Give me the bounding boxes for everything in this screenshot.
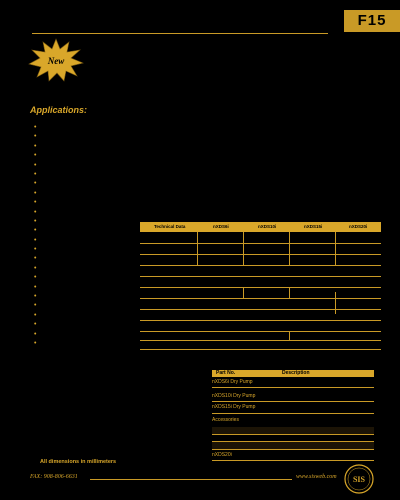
application-bullet: • <box>34 189 37 197</box>
application-bullet: • <box>34 264 37 272</box>
application-bullet: • <box>34 246 37 254</box>
row-divider <box>212 387 374 388</box>
application-bullet: • <box>34 161 37 169</box>
application-bullet: • <box>34 142 37 150</box>
fax-number: FAX: 908-806-6631 <box>30 474 78 480</box>
table-column-divider <box>289 332 290 340</box>
application-bullet: • <box>34 321 37 329</box>
tech-header-nxds10i: nXDS10i <box>258 224 277 229</box>
tech-header-nxds6i: nXDS6i <box>213 224 229 229</box>
application-bullet: • <box>34 255 37 263</box>
application-bullet: • <box>34 180 37 188</box>
table-column-divider <box>243 232 244 266</box>
table-column-divider <box>289 287 290 299</box>
part-no-header: Part No. <box>216 370 236 376</box>
row-divider <box>212 460 374 461</box>
table-row-divider <box>140 331 381 332</box>
table-column-divider <box>197 232 198 266</box>
table-row-divider <box>140 309 381 310</box>
application-bullet: • <box>34 227 37 235</box>
page-number: F15 <box>357 12 387 29</box>
ordering-row: nXDS10i Dry Pump <box>212 393 256 399</box>
row-divider <box>212 413 374 414</box>
table-row-divider <box>140 320 381 321</box>
description-header: Description <box>282 370 310 376</box>
application-bullet: • <box>34 283 37 291</box>
table-column-divider <box>335 292 336 314</box>
sis-logo <box>344 464 374 494</box>
application-bullet: • <box>34 330 37 338</box>
application-bullet: • <box>34 124 37 131</box>
ordering-row: nXDS15i Dry Pump <box>212 404 256 410</box>
applications-list <box>34 123 44 348</box>
application-bullet: • <box>34 152 37 160</box>
table-row-divider <box>140 349 381 350</box>
website-link[interactable]: www.sisweb.com <box>296 474 337 480</box>
tech-header-nxds15i: nXDS15i <box>304 224 323 229</box>
table-row-divider <box>140 340 381 341</box>
application-bullet: • <box>34 339 37 347</box>
application-bullet: • <box>34 217 37 225</box>
application-bullet: • <box>34 302 37 310</box>
application-bullet: • <box>34 274 37 282</box>
table-row-divider <box>140 276 381 277</box>
ordering-section-label: Accessories <box>212 417 239 423</box>
svg-text:SIS: SIS <box>352 475 366 484</box>
ordering-row: nXDS6i Dry Pump <box>212 379 253 385</box>
ordering-table-header <box>212 370 374 377</box>
table-column-divider <box>289 232 290 266</box>
new-badge-text: New <box>47 56 65 66</box>
ordering-row: nXDS20i <box>212 452 232 458</box>
header-divider <box>32 33 328 34</box>
row-divider <box>212 434 374 435</box>
application-bullet: • <box>34 236 37 244</box>
technical-data-table <box>140 222 381 350</box>
application-bullet: • <box>34 170 37 178</box>
table-column-divider <box>243 287 244 299</box>
footer-divider <box>90 479 292 480</box>
application-bullet: • <box>34 293 37 301</box>
application-bullet: • <box>34 311 37 319</box>
application-bullet: • <box>34 208 37 216</box>
table-row-divider <box>140 243 381 244</box>
dimensions-note: All dimensions in millimeters <box>40 459 117 465</box>
table-row-divider <box>140 287 381 288</box>
table-column-divider <box>335 232 336 266</box>
tech-header-nxds20i: nXDS20i <box>349 224 368 229</box>
row-shade <box>212 442 374 449</box>
tech-header-label: Technical Data <box>154 224 186 229</box>
table-row-divider <box>140 298 381 299</box>
table-row-divider <box>140 254 381 255</box>
application-bullet: • <box>34 133 37 141</box>
new-starburst-icon <box>28 38 84 82</box>
technical-table-header <box>140 222 381 232</box>
applications-title: Applications: <box>30 105 88 115</box>
row-divider <box>212 401 374 402</box>
application-bullet: • <box>34 199 37 207</box>
table-row-divider <box>140 265 381 266</box>
row-shade <box>212 427 374 434</box>
row-divider <box>212 449 374 450</box>
